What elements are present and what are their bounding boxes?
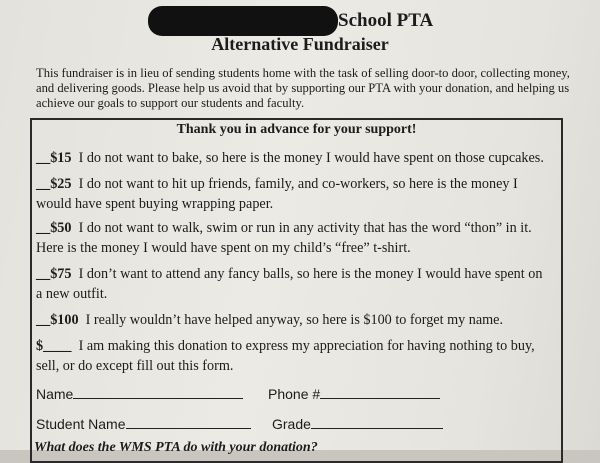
footer-question: What does the WMS PTA do with your donation? — [34, 440, 318, 455]
donation-option-75[interactable] — [36, 264, 561, 304]
name-field[interactable] — [36, 386, 243, 402]
grade-label: Grade — [272, 416, 311, 432]
student-name-input-line[interactable] — [126, 417, 251, 429]
amount-label: $15 — [50, 150, 72, 166]
grade-input-line[interactable] — [311, 417, 443, 429]
checkbox-blank[interactable]: __ — [36, 266, 51, 282]
name-label: Name — [36, 386, 74, 402]
donation-option-100[interactable] — [36, 310, 561, 330]
amount-label: $25 — [50, 176, 72, 192]
amount-label: $75 — [50, 266, 72, 282]
redacted-school-name — [148, 6, 338, 36]
donation-option-50[interactable] — [36, 218, 561, 258]
donation-option-15[interactable] — [36, 148, 561, 168]
thank-you-heading: Thank you in advance for your support! — [176, 122, 417, 137]
option-text: I am making this donation to express my appreciation for having nothing to buy, — [78, 338, 535, 354]
checkbox-blank[interactable]: __ — [36, 150, 51, 166]
option-text: sell, or do except fill out this form. — [36, 358, 234, 374]
intro-line: achieve our goals to support our students and faculty. — [36, 96, 305, 110]
donation-option-25[interactable] — [36, 174, 561, 214]
phone-label: Phone # — [268, 386, 321, 402]
student-name-field[interactable] — [36, 416, 251, 432]
intro-line: This fundraiser is in lieu of sending students home with the task of selling door-to door, collecting money, — [36, 66, 570, 80]
option-text: Here is the money I would have spent on my child’s “free” t-shirt. — [36, 240, 411, 256]
donation-form-box — [30, 118, 563, 463]
school-pta-title: School PTA — [338, 10, 434, 31]
phone-input-line[interactable] — [320, 387, 440, 399]
option-text: I do not want to bake, so here is the money I would have spent on those cupcakes. — [78, 150, 544, 166]
amount-label: $100 — [50, 312, 79, 328]
checkbox-blank[interactable]: __ — [36, 312, 51, 328]
option-text: I do not want to walk, swim or run in any activity that has the word “thon” in it. — [78, 220, 532, 236]
fundraiser-subtitle: Alternative Fundraiser — [211, 34, 389, 54]
option-text: would have spent buying wrapping paper. — [36, 196, 274, 212]
checkbox-blank[interactable]: __ — [36, 220, 51, 236]
intro-paragraph — [36, 66, 570, 111]
intro-line: and delivering goods. Please help us avoid that by supporting our PTA with your donation, and helping us — [36, 81, 570, 95]
student-name-label: Student Name — [36, 416, 126, 432]
option-text: I don’t want to attend any fancy balls, so here is the money I would have spent on — [78, 266, 543, 282]
grade-field[interactable] — [272, 416, 443, 432]
option-text: I really wouldn’t have helped anyway, so here is $100 to forget my name. — [85, 312, 504, 328]
custom-amount-blank[interactable]: $____ — [36, 338, 72, 354]
donation-option-custom[interactable] — [36, 336, 561, 376]
phone-field[interactable] — [268, 386, 440, 402]
option-text: I do not want to hit up friends, family, and co-workers, so here is the money I — [78, 176, 518, 192]
checkbox-blank[interactable]: __ — [36, 176, 51, 192]
amount-label: $50 — [50, 220, 72, 236]
option-text: a new outfit. — [36, 286, 108, 302]
name-input-line[interactable] — [73, 387, 243, 399]
